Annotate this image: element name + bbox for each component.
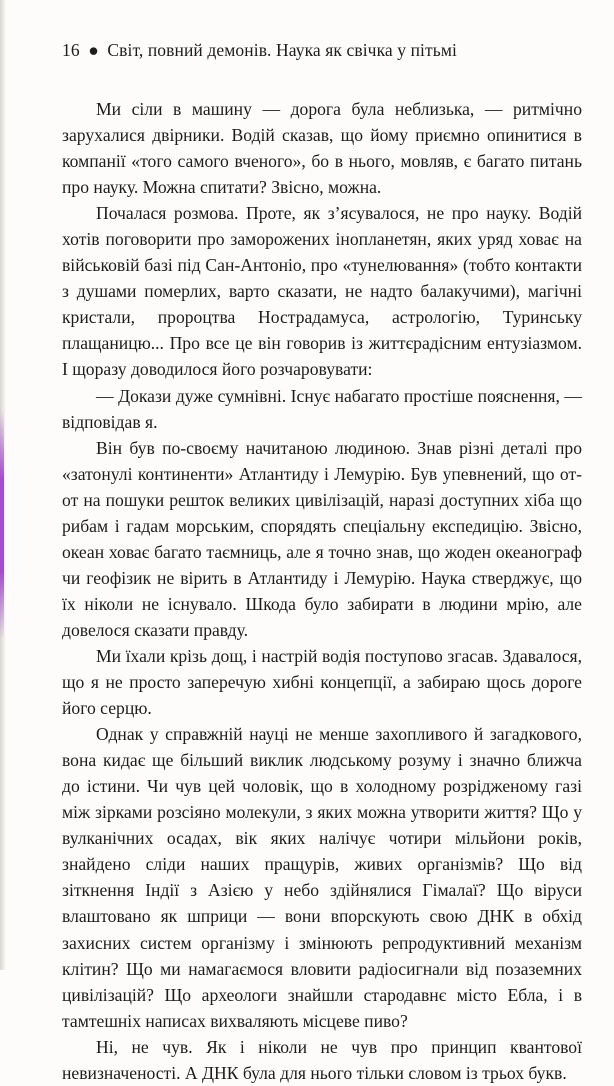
header-bullet: ● — [88, 40, 99, 60]
body-text — [62, 96, 582, 1086]
paragraph: Ми їхали крізь дощ, і настрій водія поступово згасав. Здавалося, що я не просто заперечую хибні концепції, а забираю щось дороге його серцю. — [62, 645, 582, 719]
paragraph: Почалася розмова. Проте, як з’ясувалося, не про науку. Водій хотів поговорити про заморожених інопланетян, яких уряд ховає на військовій базі під Сан-Антоніо, про «тунелювання» (тобто контакти з душами померлих, варто сказати, не надто балакучими), магічні кристали, пророцтва Нострадамуса, астрологію, Туринську плащаницю... Про все це він говорив із життєрадісним ентузіазмом. І щоразу доводилося його розчаровувати: — [62, 203, 582, 380]
paragraph: Ні, не чув. Як і ніколи не чув про принцип квантової невизначеності. А ДНК була для нього тільки словом із трьох букв. — [62, 1036, 582, 1083]
running-title: Світ, повний демонів. Наука як свічка у пітьмі — [107, 40, 457, 60]
paragraph: Він був по-своєму начитаною людиною. Знав різні деталі про «затонулі континенти» Атлантиду і Лемурію. Був упевнений, що от-от на пошуки решток великих цивілізацій, наразі доступних хіба що рибам і гадам морським, спорядять спеціальну експедицію. Звісно, океан ховає багато таємниць, але я точно знав, що жоден океанограф чи геофізик не вірить в Атлантиду і Лемурію. Наука стверджує, що їх ніколи не існувало. Шкода було забирати в людини мрію, але довелося сказати правду. — [62, 437, 582, 640]
paragraph: — Докази дуже сумнівні. Існує набагато простіше пояснення, — відповідав я. — [62, 385, 582, 432]
page-number: 16 — [62, 40, 80, 60]
running-header — [62, 40, 457, 61]
paragraph: Ми сіли в машину — дорога була неблизька, — ритмічно заруxалися двірники. Водій сказав, що йому приємно опинитися в компанії «того самого вченого», бо в нього, мовляв, є багато питань про науку. Можна спитати? Звісно, можна. — [62, 99, 582, 198]
purple-highlight-mark — [0, 410, 4, 640]
paragraph: Однак у справжній науці не менше захопливого й загадкового, вона кидає ще більший виклик людському розуму і значно ближча до істини. Чи чув цей чоловік, що в холодному розрідженому газі між зірками розсіяно молекули, з яких можна утворити життя? Що у вулканічних осадах, вік яких налічує чотири мільйони років, знайдено сліди наших пращурів, живих організмів? Що від зіткнення Індії з Азією у небо здійнялися Гімалаї? Що віруси влаштовано як шприци — вони впорскують свою ДНК в обхід захисних систем організму і змінюють репродуктивний механізм клітин? Що ми намагаємося вловити радіосигнали від позаземних цивілізацій? Що археологи знайшли стародавнє місто Ебла, і в тамтешніх написах вихваляють місцеве пиво? — [62, 724, 582, 1031]
